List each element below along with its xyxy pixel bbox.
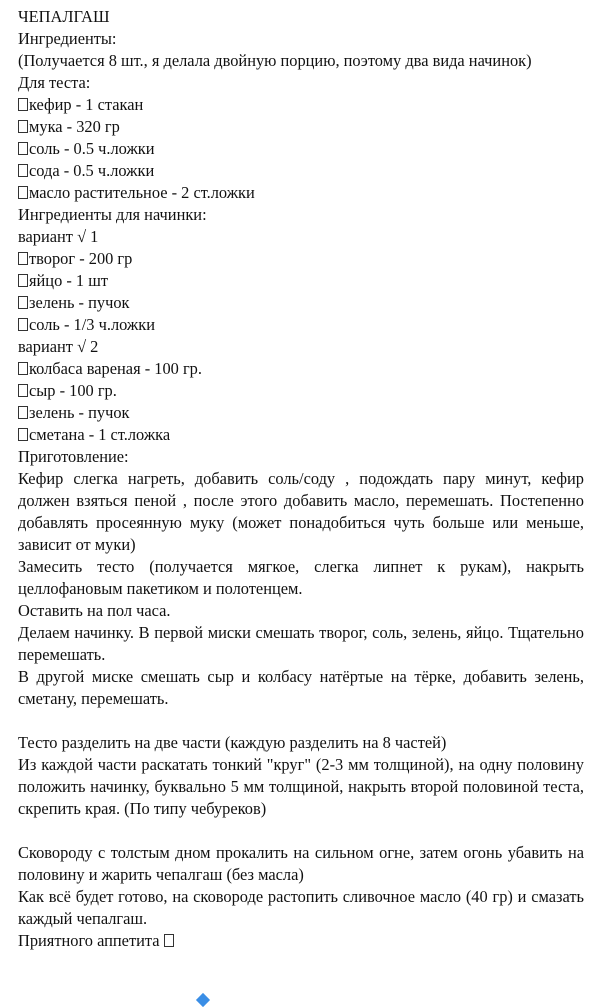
checkbox-glyph-icon <box>18 274 28 287</box>
list-item: сметана - 1 ст.ложка <box>18 424 584 446</box>
preparation-heading: Приготовление: <box>18 447 129 466</box>
list-item: творог - 200 гр <box>18 248 584 270</box>
recipe-document <box>18 6 584 952</box>
step-paragraph: В другой миске смешать сыр и колбасу натёртые на тёрке, добавить зелень, сметану, перемешать. <box>18 667 584 708</box>
list-item: сода - 0.5 ч.ложки <box>18 160 584 182</box>
list-item: соль - 1/3 ч.ложки <box>18 314 584 336</box>
portion-note: (Получается 8 шт., я делала двойную порцию, поэтому два вида начинок) <box>18 51 532 70</box>
checkbox-glyph-icon <box>18 296 28 309</box>
checkbox-glyph-icon <box>18 362 28 375</box>
list-item: сыр - 100 гр. <box>18 380 584 402</box>
checkbox-glyph-icon <box>18 252 28 265</box>
variant-2-label: вариант √ 2 <box>18 337 99 356</box>
list-item: масло растительное - 2 ст.ложки <box>18 182 584 204</box>
list-item: зелень - пучок <box>18 292 584 314</box>
list-item: колбаса вареная - 100 гр. <box>18 358 584 380</box>
step-paragraph: Делаем начинку. В первой миски смешать творог, соль, зелень, яйцо. Тщательно перемешать. <box>18 623 584 664</box>
ingredients-heading: Ингредиенты: <box>18 29 117 48</box>
checkbox-glyph-icon <box>18 318 28 331</box>
checkbox-glyph-icon <box>18 142 28 155</box>
checkbox-glyph-icon <box>18 98 28 111</box>
step-paragraph: Как всё будет готово, на сковороде растопить сливочное масло (40 гр) и смазать каждый чепалгаш. <box>18 887 584 928</box>
step-paragraph: Оставить на пол часа. <box>18 601 171 620</box>
closing-line: Приятного аппетита <box>18 930 584 952</box>
checkbox-glyph-icon <box>18 406 28 419</box>
blank-line <box>18 710 584 732</box>
text-cursor-marker-icon[interactable] <box>196 993 210 1007</box>
dough-heading: Для теста: <box>18 73 91 92</box>
checkbox-glyph-icon <box>18 186 28 199</box>
step-paragraph: Сковороду с толстым дном прокалить на сильном огне, затем огонь убавить на половину и жарить чепалгаш (без масла) <box>18 843 584 884</box>
checkbox-glyph-icon <box>18 120 28 133</box>
list-item: кефир - 1 стакан <box>18 94 584 116</box>
list-item: зелень - пучок <box>18 402 584 424</box>
blank-line <box>18 820 584 842</box>
step-paragraph: Тесто разделить на две части (каждую разделить на 8 частей) <box>18 733 447 752</box>
list-item: соль - 0.5 ч.ложки <box>18 138 584 160</box>
list-item: яйцо - 1 шт <box>18 270 584 292</box>
variant-1-label: вариант √ 1 <box>18 227 99 246</box>
checkbox-glyph-icon <box>18 164 28 177</box>
list-item: мука - 320 гр <box>18 116 584 138</box>
recipe-title: ЧЕПАЛГАШ <box>18 7 110 26</box>
checkbox-glyph-icon <box>18 428 28 441</box>
step-paragraph: Замесить тесто (получается мягкое, слегка липнет к рукам), накрыть целлофановым пакетиком и полотенцем. <box>18 557 584 598</box>
filling-heading: Ингредиенты для начинки: <box>18 205 207 224</box>
checkbox-glyph-icon <box>164 934 174 947</box>
step-paragraph: Кефир слегка нагреть, добавить соль/соду , подождать пару минут, кефир должен взяться пеной , после этого добавить масло, перемешать. Постепенно добавлять просеянную муку (может понадобиться чуть больше или меньше, зависит от муки) <box>18 469 584 554</box>
step-paragraph: Из каждой части раскатать тонкий "круг" (2-3 мм толщиной), на одну половину положить начинку, буквально 5 мм толщиной, накрыть второй половиной теста, скрепить края. (По типу чебуреков) <box>18 755 584 818</box>
checkbox-glyph-icon <box>18 384 28 397</box>
